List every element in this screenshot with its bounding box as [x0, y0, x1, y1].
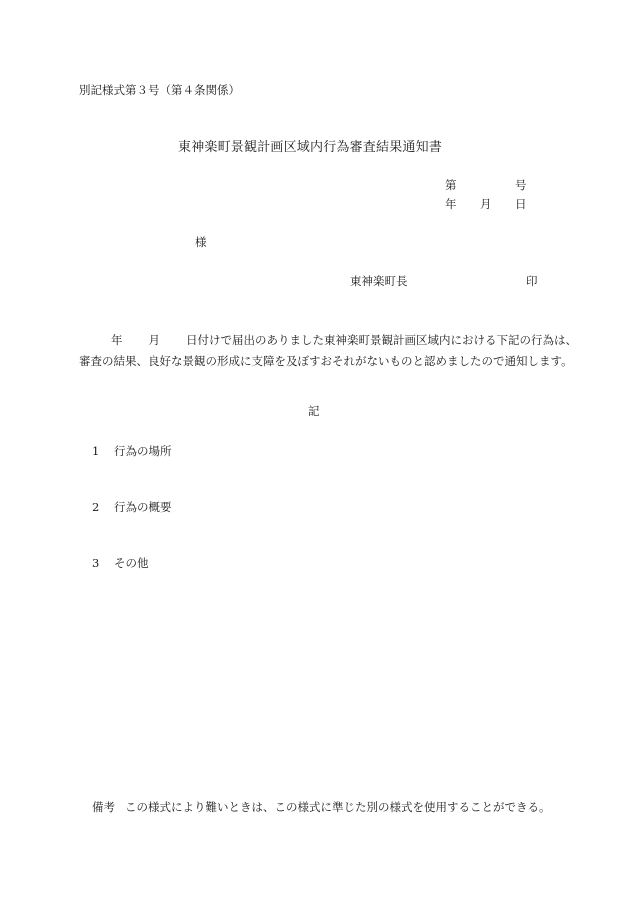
- item-label: 行為の概要: [114, 500, 172, 514]
- form-reference: 別記様式第３号（第４条関係）: [79, 83, 240, 97]
- date-month-label: 月: [480, 197, 492, 211]
- notification-body: [79, 330, 579, 371]
- list-item: [92, 446, 172, 458]
- list-item: [92, 558, 149, 570]
- date-year-label: 年: [445, 197, 457, 211]
- ki-heading: 記: [308, 404, 320, 418]
- addressee-suffix: 様: [195, 235, 207, 249]
- date-day-label: 日: [515, 197, 527, 211]
- document-number-suffix: 号: [515, 178, 527, 192]
- item-label: 行為の場所: [114, 444, 172, 458]
- body-main-text: 日付けで届出のありました東神楽町景観計画区域内における下記の行為は、審査の結果、良好な景観の形成に支障を及ぼすおそれがないものと認めましたので通知します。: [79, 333, 577, 368]
- item-number: 3: [92, 556, 100, 570]
- body-year-label: 年: [111, 333, 123, 347]
- document-title: 東神楽町景観計画区域内行為審査結果通知書: [178, 140, 443, 155]
- body-month-label: 月: [148, 333, 160, 347]
- item-number: 1: [92, 444, 100, 458]
- remarks-text: この様式により難いときは、この様式に準じた別の様式を使用することができる。: [125, 800, 551, 814]
- item-number: 2: [92, 500, 100, 514]
- list-item: [92, 502, 172, 514]
- document-number-prefix: 第: [445, 178, 457, 192]
- remarks-label: 備考: [92, 800, 115, 814]
- item-label: その他: [114, 556, 149, 570]
- issuer-name: 東神楽町長: [350, 274, 408, 288]
- seal-mark: 印: [526, 274, 538, 288]
- remarks: [92, 802, 551, 814]
